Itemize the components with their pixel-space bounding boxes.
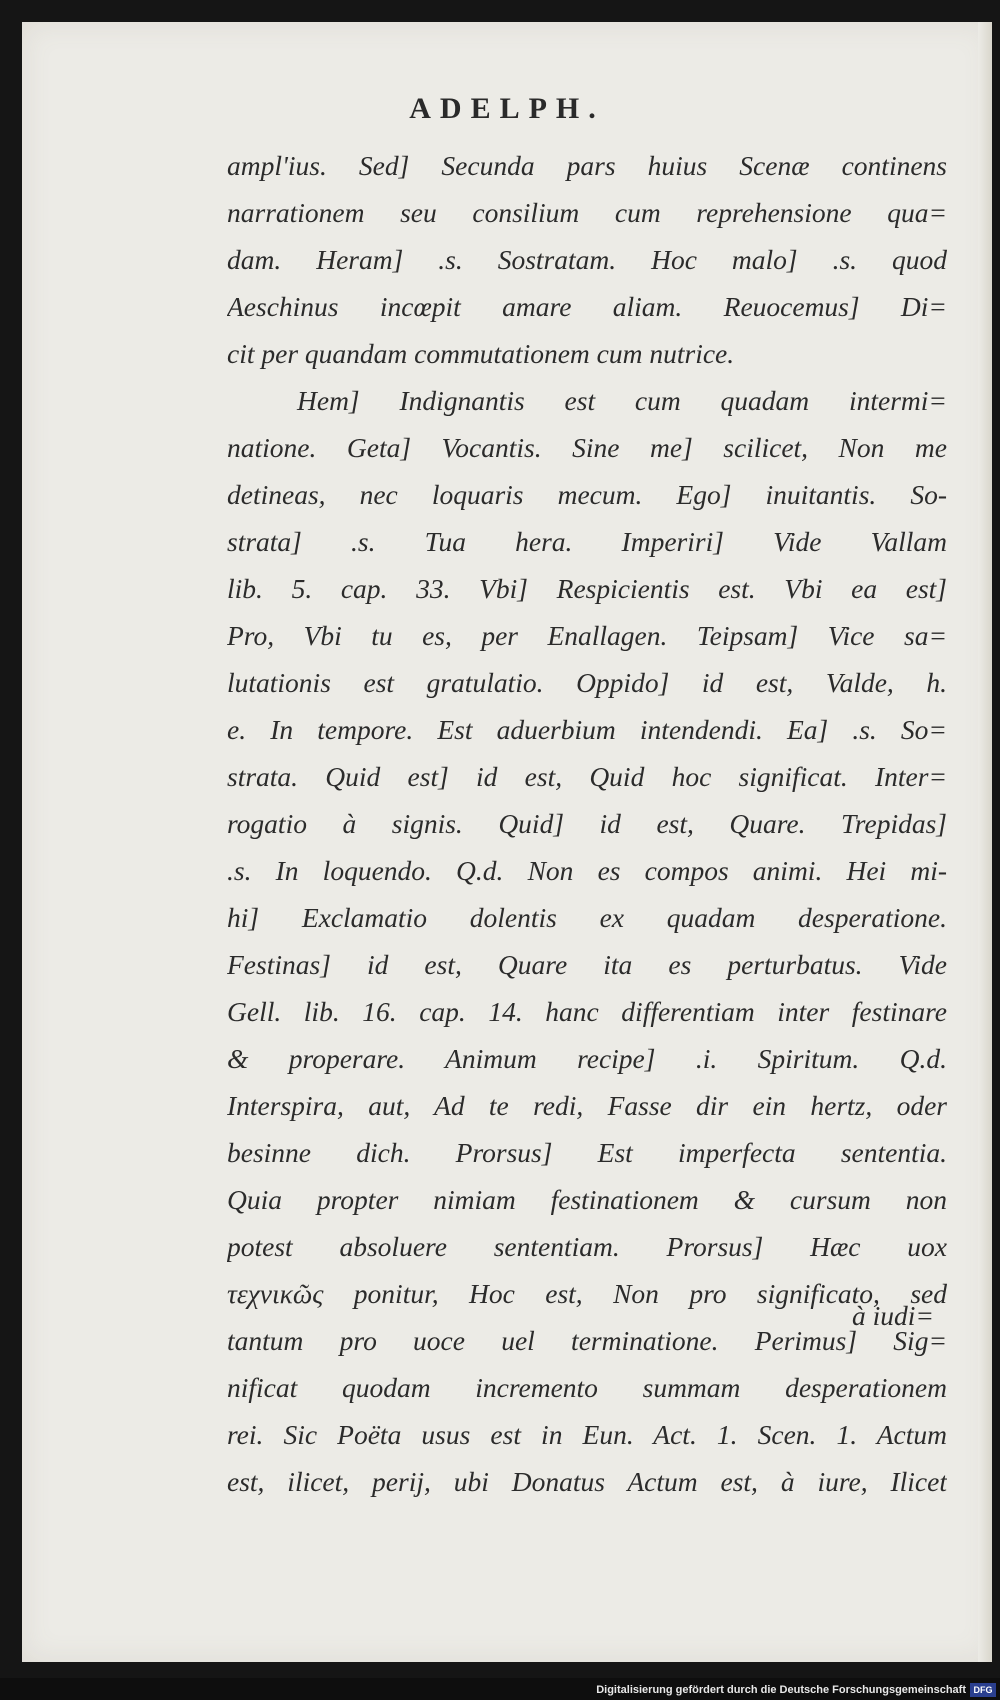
- text-line: Pro, Vbi tu es, per Enallagen. Teipsam] Vice sa=: [227, 620, 947, 651]
- text-line: e. In tempore. Est aduerbium intendendi. Ea] .s. So=: [227, 714, 947, 745]
- running-head: ADELPH.: [409, 92, 605, 125]
- text-line: strata] .s. Tua hera. Imperiri] Vide Vallam: [227, 526, 947, 557]
- book-page: [22, 22, 992, 1662]
- text-line: potest absoluere sententiam. Prorsus] Hæc uox: [227, 1231, 947, 1262]
- text-line: strata. Quid est] id est, Quid hoc significat. Inter=: [227, 761, 947, 792]
- footer-credit: Digitalisierung gefördert durch die Deutsche Forschungsgemeinschaft: [596, 1684, 966, 1696]
- text-line: narrationem seu consilium cum reprehensione qua=: [227, 197, 947, 228]
- text-line: Aeschinus incœpit amare aliam. Reuocemus] Di=: [227, 291, 947, 322]
- text-line: rei. Sic Poëta usus est in Eun. Act. 1. Scen. 1. Actum: [227, 1419, 947, 1450]
- commentary-text: [227, 142, 947, 1505]
- text-line: .s. In loquendo. Q.d. Non es compos animi. Hei mi-: [227, 855, 947, 886]
- text-line: Interspira, aut, Ad te redi, Fasse dir ein hertz, oder: [227, 1090, 947, 1121]
- text-line: hi] Exclamatio dolentis ex quadam desperatione.: [227, 902, 947, 933]
- text-line: Festinas] id est, Quare ita es perturbatus. Vide: [227, 949, 947, 980]
- text-line: tantum pro uoce uel terminatione. Perimus] Sig=: [227, 1325, 947, 1356]
- text-line: & properare. Animum recipe] .i. Spiritum. Q.d.: [227, 1043, 947, 1074]
- text-line: dam. Heram] .s. Sostratam. Hoc malo] .s. quod: [227, 244, 947, 275]
- footer-bar: [0, 1678, 1000, 1700]
- catchword: à iudi=: [852, 1300, 934, 1331]
- dfg-logo: DFG: [970, 1683, 996, 1697]
- text-line: τεχνικῶς ponitur, Hoc est, Non pro significato, sed: [227, 1278, 947, 1309]
- text-line: lib. 5. cap. 33. Vbi] Respicientis est. Vbi ea est]: [227, 573, 947, 604]
- text-line: besinne dich. Prorsus] Est imperfecta sententia.: [227, 1137, 947, 1168]
- text-line: rogatio à signis. Quid] id est, Quare. Trepidas]: [227, 808, 947, 839]
- text-line: est, ilicet, perij, ubi Donatus Actum est, à iure, Ilicet: [227, 1466, 947, 1497]
- text-line: ampl'ius. Sed] Secunda pars huius Scenæ continens: [227, 150, 947, 181]
- text-line: Quia propter nimiam festinationem & cursum non: [227, 1184, 947, 1215]
- page-edge: [978, 22, 992, 1662]
- text-line: cit per quandam commutationem cum nutrice.: [227, 338, 735, 369]
- text-line: nificat quodam incremento summam desperationem: [227, 1372, 947, 1403]
- text-line: Gell. lib. 16. cap. 14. hanc differentiam inter festinare: [227, 996, 947, 1027]
- text-line: Hem] Indignantis est cum quadam intermi=: [297, 385, 947, 416]
- text-line: lutationis est gratulatio. Oppido] id est, Valde, h.: [227, 667, 947, 698]
- text-line: detineas, nec loquaris mecum. Ego] inuitantis. So-: [227, 479, 947, 510]
- text-line: natione. Geta] Vocantis. Sine me] scilicet, Non me: [227, 432, 947, 463]
